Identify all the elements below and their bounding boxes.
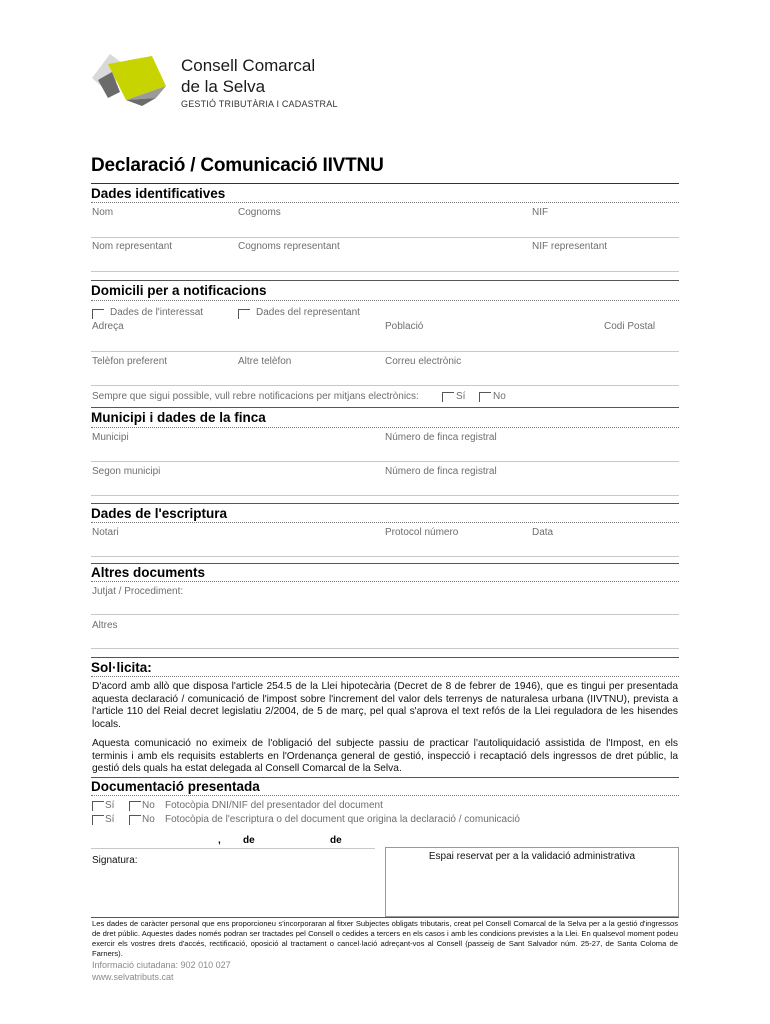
section-rule <box>91 300 679 301</box>
section-rule <box>91 202 679 203</box>
field-rule <box>91 385 679 386</box>
privacy-rule <box>91 917 679 918</box>
label-nif: NIF <box>532 207 549 218</box>
field-rule <box>91 271 679 272</box>
footer-info: Informació ciutadana: 902 010 027 <box>92 960 231 970</box>
section-top-rule <box>91 657 679 658</box>
label-signatura: Signatura: <box>92 855 138 866</box>
field-rule <box>91 351 679 352</box>
label-data: Data <box>532 527 554 538</box>
section-municipi: Municipi i dades de la finca <box>91 410 266 425</box>
field-rule <box>91 614 679 615</box>
section-domicili: Domicili per a notificacions <box>91 283 267 298</box>
checkbox-doc1-no[interactable] <box>129 801 141 811</box>
label-electronic-question: Sempre que sigui possible, vull rebre notificacions per mitjans electrònics: <box>92 391 419 402</box>
section-rule <box>91 522 679 523</box>
label-doc2: Fotocòpia de l'escriptura o del document que origina la declaració / comunicació <box>165 814 520 825</box>
label-espai-reservat: Espai reservat per a la validació administrativa <box>428 851 636 862</box>
org-subtitle: GESTIÓ TRIBUTÀRIA I CADASTRAL <box>181 99 338 109</box>
label-cognoms: Cognoms <box>238 207 281 218</box>
checkbox-electronic-si[interactable] <box>442 392 454 402</box>
label-jutjat: Jutjat / Procediment: <box>92 586 184 597</box>
section-solicita: Sol·licita: <box>91 660 152 675</box>
date-de-1: de <box>243 835 255 846</box>
title-rule <box>91 183 679 184</box>
field-rule <box>91 495 679 496</box>
section-escriptura: Dades de l'escriptura <box>91 506 228 521</box>
org-name-line2: de la Selva <box>181 77 266 96</box>
label-adreca: Adreça <box>92 321 124 332</box>
label-doc1: Fotocòpia DNI/NIF del presentador del document <box>165 800 383 811</box>
checkbox-electronic-no[interactable] <box>479 392 491 402</box>
document-title: Declaració / Comunicació IIVTNU <box>91 155 384 176</box>
checkbox-dades-representant[interactable] <box>238 309 250 319</box>
label-telefon: Telèfon preferent <box>92 356 168 367</box>
section-dades-identificatives: Dades identificatives <box>91 186 226 201</box>
label-num-finca: Número de finca registral <box>385 432 497 443</box>
label-poblacio: Població <box>385 321 424 332</box>
label-altres: Altres <box>92 620 118 631</box>
field-rule <box>91 237 679 238</box>
checkbox-doc2-no[interactable] <box>129 815 141 825</box>
date-de-2: de <box>330 835 342 846</box>
solicita-paragraph-2: Aquesta comunicació no eximeix de l'obligació del subjecte passiu de practicar l'autoliquidació assistida de l'Impost, en els terminis i amb els requisits establerts en l'Ordenança general de gestió, inspecció i recaptació dels ingressos de dret públic, la gestió dels quals ha estat delegada al Consell Comarcal de la Selva. <box>92 738 678 774</box>
checkbox-doc1-si[interactable] <box>92 801 104 811</box>
label-nif-representant: NIF representant <box>532 241 608 252</box>
date-rule <box>91 848 375 849</box>
section-top-rule <box>91 563 679 564</box>
label-doc2-si: Sí <box>105 814 115 825</box>
field-rule <box>91 648 679 649</box>
label-nom-representant: Nom representant <box>92 241 173 252</box>
section-rule <box>91 795 679 796</box>
label-altre-telefon: Altre telèfon <box>238 356 292 367</box>
footer-web[interactable]: www.selvatributs.cat <box>92 972 174 982</box>
section-rule <box>91 581 679 582</box>
label-nom: Nom <box>92 207 114 218</box>
label-segon-municipi: Segon municipi <box>92 466 161 477</box>
solicita-paragraph-1: D'acord amb allò que disposa l'article 254.5 de la Llei hipotecària (Decret de 8 de febrer de 1946), que es tingui per presentada aquesta declaració / comunicació de l'impost sobre l'increment del valor dels terrenys de naturalesa urbana (IIVTNU), prevista a l'article 110 del Reial decret legislatiu 2/2004, de 5 de març, pel qual s'aprova el text refós de la Llei reguladora de les hisendes locals. <box>92 681 678 730</box>
section-documentacio: Documentació presentada <box>91 779 260 794</box>
label-municipi: Municipi <box>92 432 129 443</box>
label-correu: Correu electrònic <box>385 356 462 367</box>
date-comma: , <box>218 835 221 846</box>
checkbox-doc2-si[interactable] <box>92 815 104 825</box>
label-codi-postal: Codi Postal <box>604 321 656 332</box>
section-top-rule <box>91 503 679 504</box>
section-altres: Altres documents <box>91 565 206 580</box>
label-protocol: Protocol número <box>385 527 459 538</box>
checkbox-dades-interessat[interactable] <box>92 309 104 319</box>
label-electronic-si: Sí <box>456 391 466 402</box>
section-rule <box>91 676 679 677</box>
label-doc2-no: No <box>142 814 155 825</box>
section-top-rule <box>91 280 679 281</box>
field-rule <box>91 461 679 462</box>
logo-icon <box>86 48 176 106</box>
label-dades-representant: Dades del representant <box>256 307 360 318</box>
field-rule <box>91 556 679 557</box>
label-notari: Notari <box>92 527 119 538</box>
label-electronic-no: No <box>493 391 506 402</box>
privacy-notice: Les dades de caràcter personal que ens proporcioneu s'incorporaran al fitxer Subjectes obligats tributaris, creat pel Consell Comarcal de la Selva per a la gestió d'ingressos de dret públic. Aquestes dades només podran ser tractades pel Consell o cedides a tercers en els casos i amb les condicions previstes a la Llei. En qualsevol moment podeu exercir els vostres drets d'accés, rectificació, oposició al tractament o cancel·lació adreçant-vos al Consell (passeig de Sant Salvador núm. 25-27, de Santa Coloma de Farners). <box>92 919 678 958</box>
label-dades-interessat: Dades de l'interessat <box>110 307 204 318</box>
section-rule <box>91 427 679 428</box>
org-name-line1: Consell Comarcal <box>181 56 316 75</box>
section-top-rule <box>91 777 679 778</box>
label-num-finca-2: Número de finca registral <box>385 466 497 477</box>
label-cognoms-representant: Cognoms representant <box>238 241 340 252</box>
label-doc1-no: No <box>142 800 155 811</box>
label-doc1-si: Sí <box>105 800 115 811</box>
section-top-rule <box>91 407 679 408</box>
